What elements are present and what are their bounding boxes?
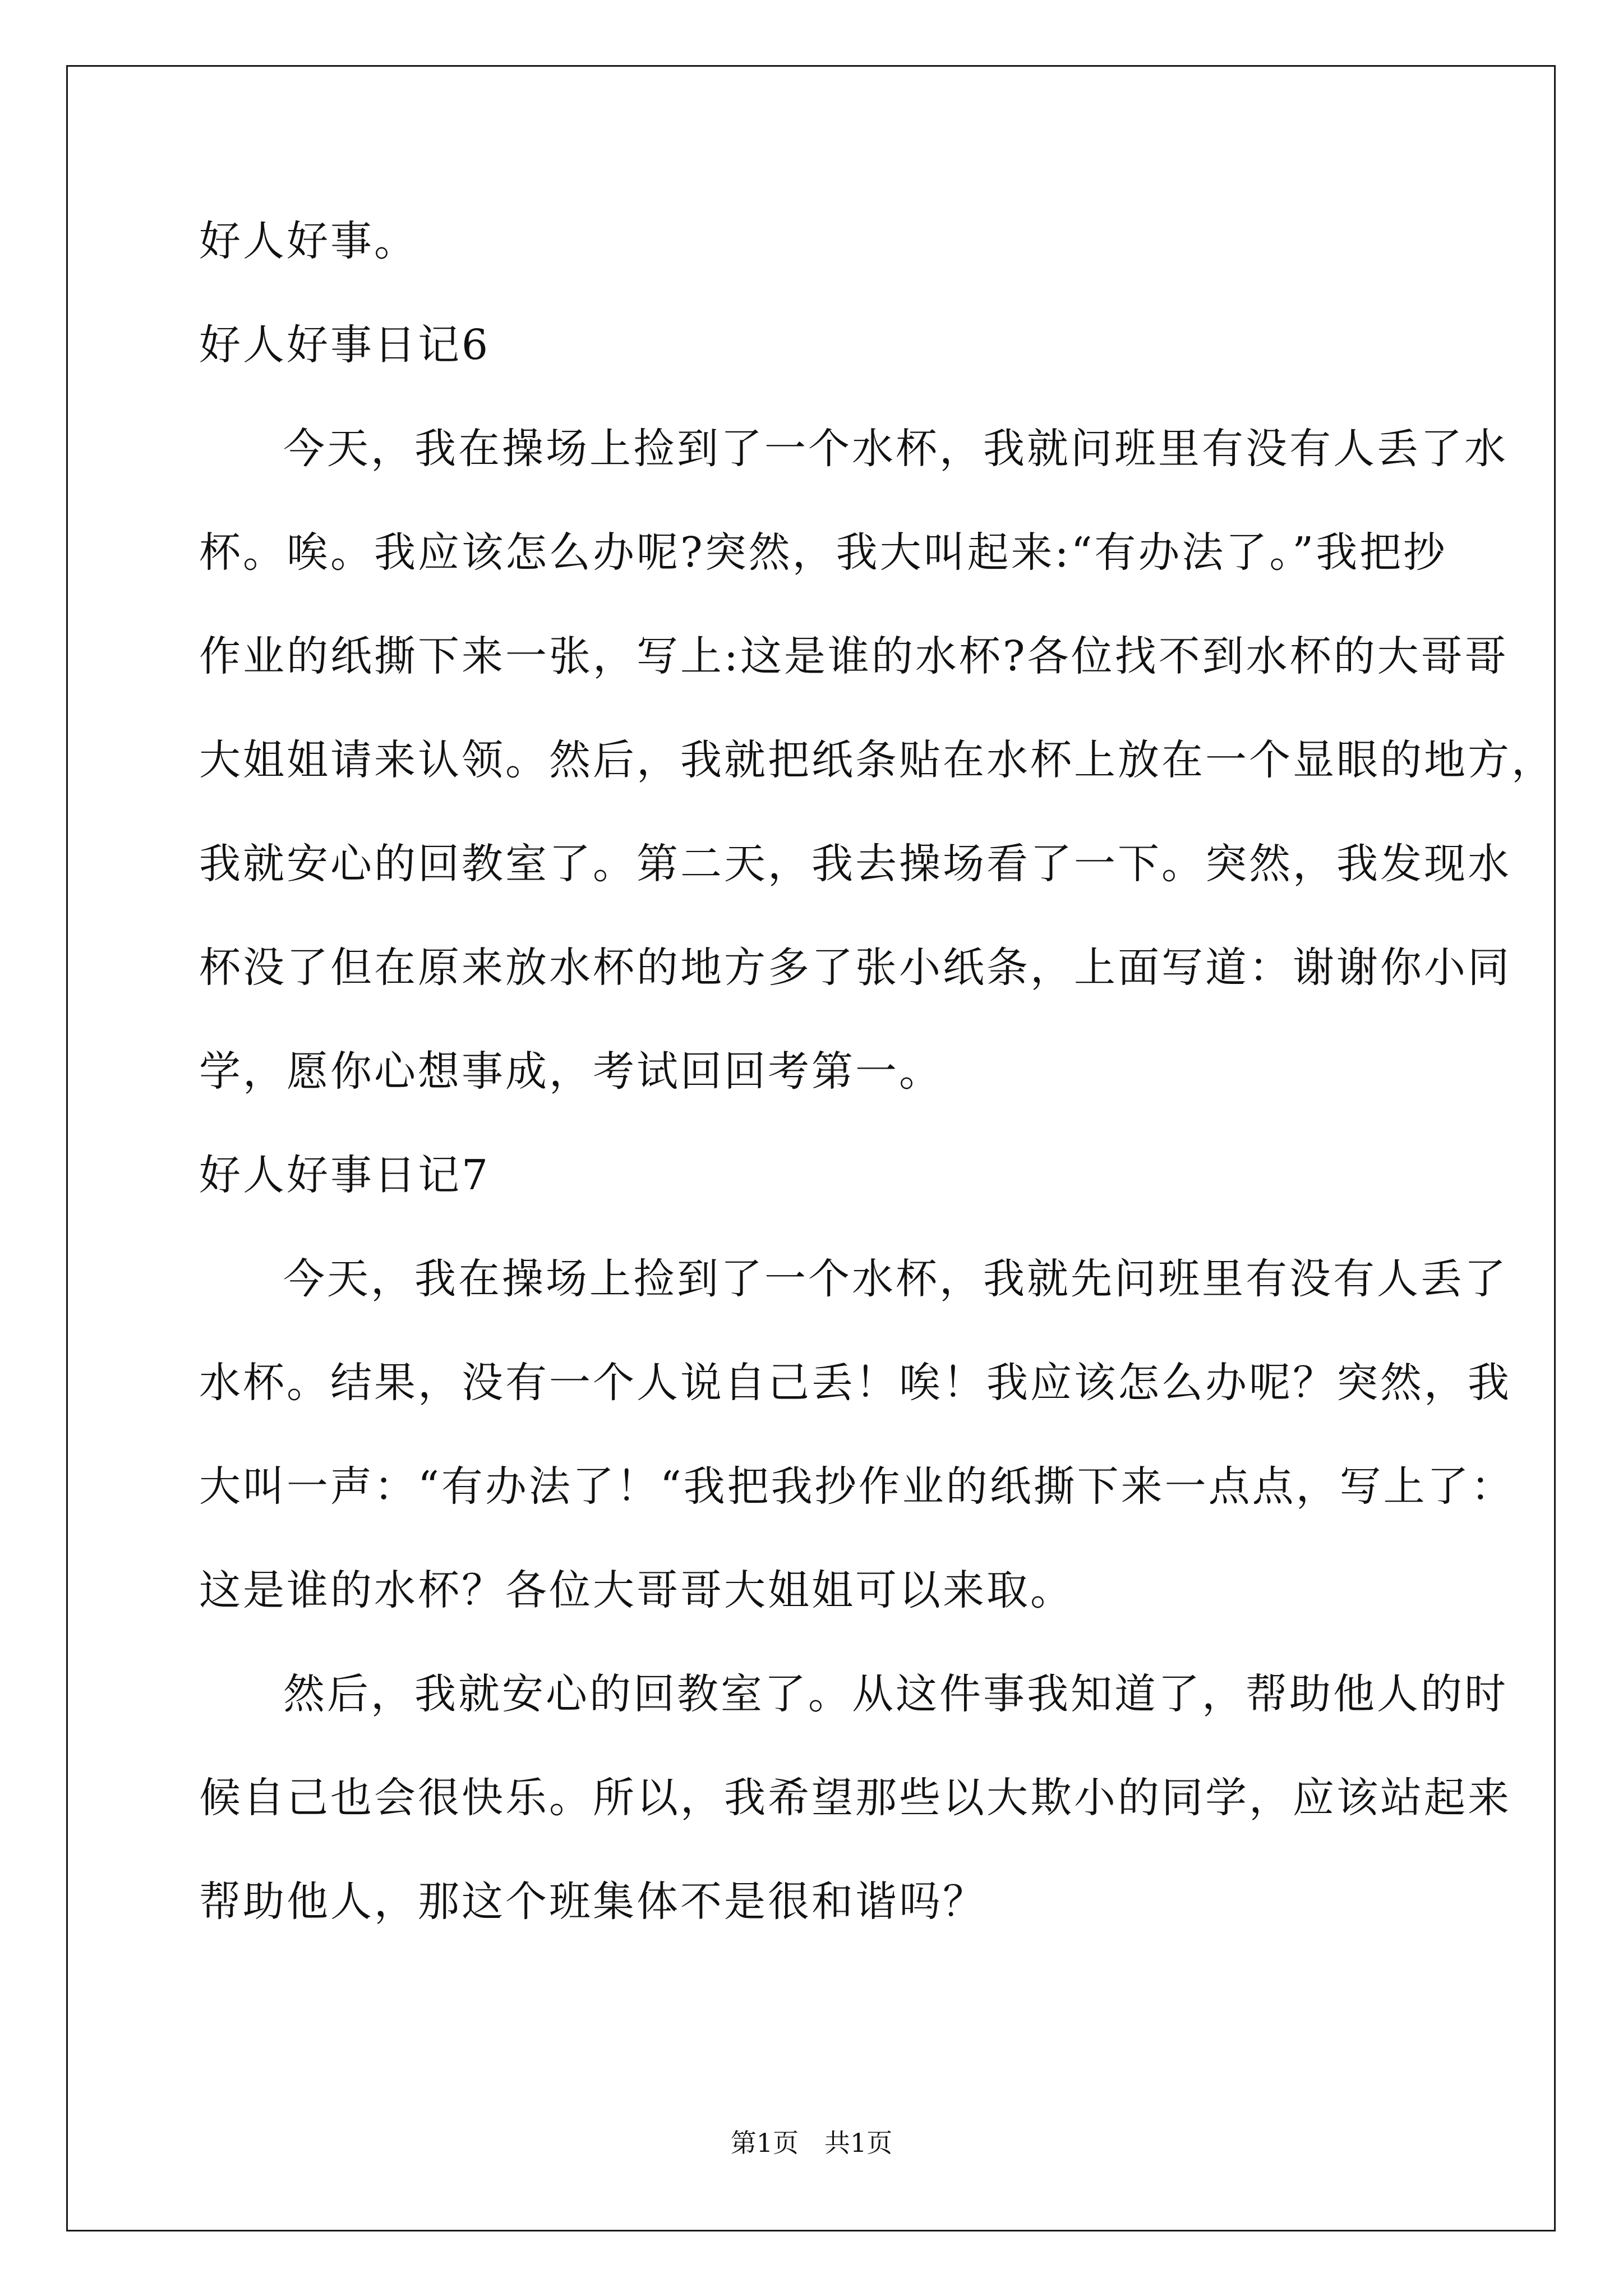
paragraph-line: 杯。唉。我应该怎么办呢?突然，我大叫起来:“有办法了。”我把抄 <box>199 528 1447 577</box>
paragraph-line: 作业的纸撕下来一张，写上:这是谁的水杯?各位找不到水杯的大哥哥 <box>199 632 1509 680</box>
paragraph-line: 然后，我就安心的回教室了。从这件事我知道了，帮助他人的时 <box>283 1670 1508 1718</box>
paragraph-line: 大叫一声：“有办法了！“我把我抄作业的纸撕下来一点点，写上了： <box>199 1462 1515 1511</box>
paragraph-line: 今天，我在操场上捡到了一个水杯，我就问班里有没有人丢了水 <box>283 425 1508 473</box>
paragraph-line: 今天，我在操场上捡到了一个水杯，我就先问班里有没有人丢了 <box>283 1255 1508 1303</box>
paragraph-line: 帮助他人，那这个班集体不是很和谐吗？ <box>199 1878 986 1926</box>
paragraph-line: 我就安心的回教室了。第二天，我去操场看了一下。突然，我发现水 <box>199 840 1511 888</box>
section-heading: 好人好事日记7 <box>199 1151 491 1199</box>
paragraph-line: 大姐姐请来认领。然后，我就把纸条贴在水杯上放在一个显眼的地方， <box>199 736 1555 784</box>
paragraph-line: 候自己也会很快乐。所以，我希望那些以大欺小的同学，应该站起来 <box>199 1774 1511 1822</box>
paragraph-line: 学，愿你心想事成，考试回回考第一。 <box>199 1047 943 1096</box>
section-heading: 好人好事日记6 <box>199 321 491 369</box>
paragraph-line: 水杯。结果，没有一个人说自己丢！唉！我应该怎么办呢？突然，我 <box>199 1359 1511 1407</box>
paragraph-line: 好人好事。 <box>199 217 418 265</box>
page-footer: 第1页 共1页 <box>730 2128 893 2158</box>
paragraph-line: 杯没了但在原来放水杯的地方多了张小纸条，上面写道：谢谢你小同 <box>199 944 1511 992</box>
paragraph-line: 这是谁的水杯？各位大哥哥大姐姐可以来取。 <box>199 1566 1074 1614</box>
